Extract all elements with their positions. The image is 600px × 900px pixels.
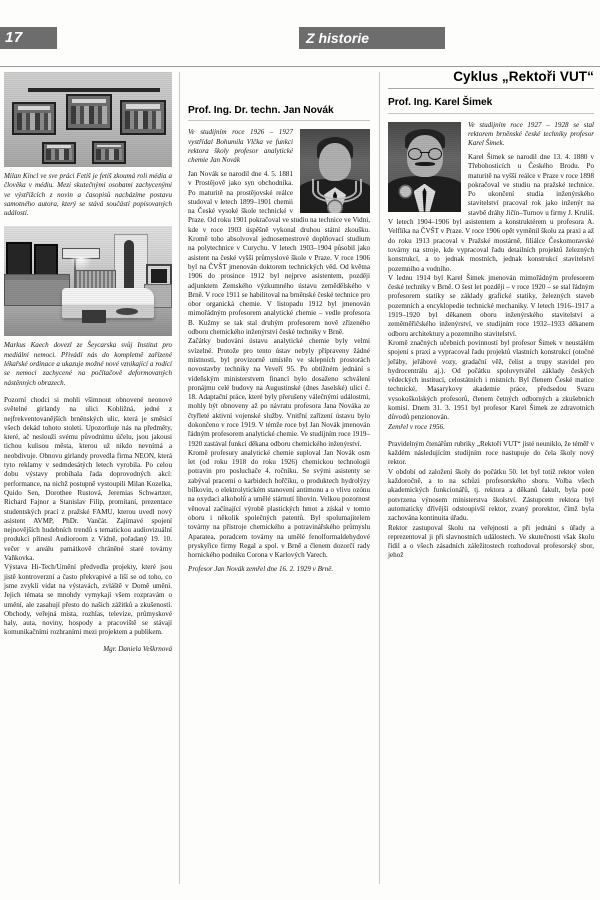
middle-column (188, 72, 370, 574)
right-paragraph: Karel Šimek se narodil dne 13. 4. 1880 v Třebohosticích u Českého Brodu. Po maturitě na vyšší reálce v Praze v roce 1898 pokračoval ve studiu na pražské technice. Po ukončení studia inženýrského stavitelství pracoval rok jako inženýr na stavbě dráhy Jičín–Turnov u firmy J. Kruliš. V letech 1904–1906 byl asistentem a konstruktérem u profesora A. Velflíka na ČVŠT v Praze. V roce 1906 opět vyměnil školu za praxi a až do roku 1913 pracoval v Pražské mostárně, filiálce Českomoravské továrny na stroje, kde vypracoval řadu detailních projektů železných konstrukcí, a to jednak mostních, jednak konstrukcí stavitelství pozemního a vodního. (388, 152, 594, 273)
right-paragraph: V lednu 1914 byl Karel Šimek jmenován mimořádným profesorem české techniky v Brně. O šest let později – v roce 1920 – se stal řádným profesorem statiky se základy grafické statiky, železných staveb pozemních a encyklopedie technické mechaniky. V letech 1916–1917 a 1919–1920 byl děkanem oboru inženýrského stavitelství a zeměměřičského inženýrství, ve studijním roce 1932–1933 děkanem odboru architektury a pozemního stavitelství. (388, 273, 594, 338)
spacer (188, 72, 370, 106)
standing-figure (124, 240, 134, 290)
section-tag: Z historie (299, 27, 445, 49)
framed-artwork (12, 102, 56, 135)
article-author: Mgr. Daniela Veškrnová (103, 644, 172, 653)
left-paragraph: Výstava Hi-Tech/Umění předvedla projekty, které jsou jistě kontroverzní a často překvapivé a liší se od toho, co jsme zvyklí vidat na výstavách, zvláště v Domě umění. Jejich témata se mnohdy vymykají všem rozpravám o umění, ale zasahují přesto do našich zážitků a zkušeností. Obchody, veřejná místa, rozhlas, televize, průmyskové haly, auta, noviny, hospody a pracoviště se stávají komunikačními rozhraními mezi projektem a publikem. (4, 563, 172, 637)
middle-paragraph: Kromě profesury analytické chemie suploval Jan Novák osm let (od roku 1918 do roku 1926) chemickou technologii potravin pro posluchače 4. ročníku. Se svými asistenty se zabýval pracemi o karbidech hořčíku, o produktech hydrolýzy bílkovin, o elektrolytickém stanovení antimonu a o vlivu ozónu na oxydaci alkoholů a umělé stárnutí lihovin. Velkou pozornost věnoval začínající výrobě plastických hmot a získal v tomto oboru i několik společných patentů. Byl spolumajitelem továrny na přístroje chemického a potravinářského průmyslu Aparatea, poradcem továrny na umělé fenolformaldehydové pryskyřice firmy Regal a spol. v Brně a členem dozorčí rady hornického podniku Corona v Karlových Varech. (188, 448, 370, 560)
wall-rail (28, 88, 160, 92)
spacer (4, 388, 172, 396)
framed-artwork (42, 142, 76, 164)
wall-picture (6, 242, 32, 276)
lamp-glow (70, 257, 92, 271)
person-title-simek: Prof. Ing. Karel Šimek (388, 97, 493, 109)
person-title-novak: Prof. Ing. Dr. techn. Jan Novák (188, 105, 334, 116)
left-column (4, 72, 172, 661)
title-rule (188, 120, 370, 121)
cabinet (4, 274, 70, 306)
wall-picture (34, 244, 58, 276)
page-number: 17 (0, 27, 57, 49)
epilogue-paragraph: V období od založení školy do počátku 50. let byl totiž rektor volen každoročně, a to na schůzi profesorského sboru. Volba všech akademických funkcionářů, tj. rektora a děkanů fakult, byla poté potvrzena výnosem ministerstva školství. Zástupcem rektora byl automaticky dřívější odstoupivší rektor, zvaný prorektor, čímž byla zachována kontinuita úřadu. (388, 467, 594, 523)
closing-novak: Profesor Jan Novák zemřel dne 16. 2. 1929 v Brně. (188, 564, 334, 573)
lead-paragraph-simek: Ve studijním roce 1927 – 1928 se stal rektorem brněnské české techniky profesor Karel Šimek. (468, 120, 594, 148)
spacer (4, 218, 172, 226)
series-title: Cyklus „Rektoři VUT“ (453, 69, 594, 84)
medical-room-installation-photo (4, 226, 172, 336)
middle-paragraph: Začátky budování ústavu analytické chemie byly velmi svízelné. Protože pro tento ústav nebyly připraveny žádné místnosti, byl provizorně umístěn ve sklepních prostorách novostavby techniky na Veveří 95. Po obtížném jednání s vídeňským ministerstvem financí bylo dosaženo schválení pronájmu celé budovy na Augustinské (dnes Jaselské) ulici č. 18. Adaptační práce, které byly přerušeny válečnými událostmi, mohly být obnoveny až po návratu profesora Jana Nováka ze čtyřleté aktivní vojenské služby. Vnitřní zařízení ústavu bylo dokončeno v roce 1919. V témže roce byl Jan Novák jmenován řádným profesorem analytické chemie. Ve studijním roce 1919–1920 zastával funkci děkana odboru chemického inženýrství. (188, 337, 370, 448)
portrait-karel-simek (388, 122, 461, 212)
lead-paragraph-novak: Ve studijním roce 1926 – 1927 vystřídal Bohumila Vlčka ve funkci rektora školy profesor analytické chemie Jan Novák (188, 128, 293, 165)
masthead (0, 27, 600, 49)
middle-paragraph: Jan Novák se narodil dne 4. 5. 1881 v Prostějově jako syn obchodníka. Po maturitě na prostějovské reálce studoval v letech 1899–1901 chemii na České vysoké škole technické v Praze. Od roku 1901 pokračoval ve studiu na technice ve Vidni, kde v roce 1903 úspěšně vykonal druhou státní zkoušku. Kromě toho absolvoval jednosemestrové doplňovací studium na polytechnice v Curychu. V letech 1903–1904 působil jako asistent na české vyšší průmyslové škole v Praze. V roce 1906 byl na ČVŠT jmenován doktorem technických věd. Od května 1906 do prosince 1912 byl nejprve asistentem, později adjunktem Zemského výzkumného ústavu zemědělského v Brně. V roce 1911 se habilitoval na brněnské české technice pro obor organická chemie. V listopadu 1912 byl jmenován mimořádným profesorem analytické chemie – vedle profesora B. Kužmy se tak stal druhým profesorem nově zřízeného odboru chemického inženýrství české techniky v Brně. (188, 169, 370, 337)
right-paragraph: Kromě značných učebních povinností byl profesor Šimek v neustálém spojení s praxí a vypracoval řadu projektů vlastních konstrukcí (otočné jeřáby, jeřábové vozy, gradační věž, čelist a trupy stavidel pro hydrocentrálu aj.). Od počátku spoluvytvářel základy českých vědeckých institucí, celostátních i místních. Byl členem České matice technické, Masarykovy akademie práce, předsedou Svazu vysokoškolských profesorů, členem četných odborných a zkušebních komisí. Dnem 31. 3. 1951 byl profesor Karel Šimek ze zdravotních důvodů penzionován. (388, 338, 594, 422)
epilogue-paragraph: Pravidelným čtenářům rubriky „Rektoři VUT“ jisté neuniklo, že téměř v každém následujícím studijním roce nastupuje do čela školy nový rektor. (388, 439, 594, 467)
left-paragraph: Pozorní chodci si mohli všimnout obnovené neonové světelné girlandy na ulici Kobližná, jedné z nejfrekventovanějších brněnských ulic, která je směsicí všech dekád tohoto století. Upozorňuje nás na předměty, které, ač neslouží svému původnímu účelu, jsou jakousi tichou kulisou města, kterou už nikdo nevnímá a neobdivuje. Obnovu girlandy provedla firma NEON, která tyto reklamy v sedmdesátých letech vyrobila. Po celou dobu výstavy probíhala řada doprovodných akcí: performance, na nichž postupně vystoupili Milan Kozelka, Quido Sen, Dorothee Rustová, Jeremias Schwartzer, Richard Fajnor a Stanislav Filip, promítaní, prezentace studentských prací z pražské FAMU, kterou uvedl nový asistent AVMP, PhDr. Vančát. Zajímavé spojení nejnovějších hudebních trendů s tematickou audiovizuální produkcí přinesl Audioroom z Vídně, pořadaný 19. 10. večer v areálu památkově chráněné staré továrny Vaňkovka. (4, 395, 172, 563)
step-box (82, 310, 106, 323)
right-column (388, 69, 594, 561)
examination-bed (62, 288, 154, 318)
closing-simek: Zemřel v roce 1956. (388, 422, 445, 431)
column-divider-1 (179, 72, 180, 884)
masthead-rule (0, 66, 600, 67)
portrait-jan-novak (300, 129, 370, 213)
figure2-caption: Markus Kaech dovezl ze Šeycarska svůj Institut pro mediální nemoci. Přivádí nás do kompletně zařízené lékařské ordinace a ukazuje možné nové vznikající a rodící se nemoci zachycené na počítačově deformovaných nástěnných obrazech. (4, 341, 172, 387)
epilogue-paragraph: Rektor zastupoval školu na veřejnosti a při jednání s úřady a reprezentoval ji při slavnostních událostech. Ve skutečnosti však školu řídil a o všech zásadních záležitostech rozhodoval profesorský sbor, jehož (388, 523, 594, 560)
framed-artwork (66, 94, 112, 130)
column-divider-2 (379, 72, 380, 884)
framed-artwork (92, 141, 126, 164)
spacer (388, 432, 594, 440)
exhibition-wall-photo (4, 72, 172, 167)
framed-artwork (120, 100, 166, 135)
figure1-caption: Milan Kincl ve sve práci Fetiš je fetiš zkoumá roli média a člověka v médiu. Mezi skutečnými osobami zachycenými ve výstřižcích z novin a časopisů nacházíme postavu samotného autora, který se stává součástí popisovaných událostí. (4, 172, 172, 218)
title-rule (388, 113, 594, 114)
series-rule (388, 88, 594, 89)
